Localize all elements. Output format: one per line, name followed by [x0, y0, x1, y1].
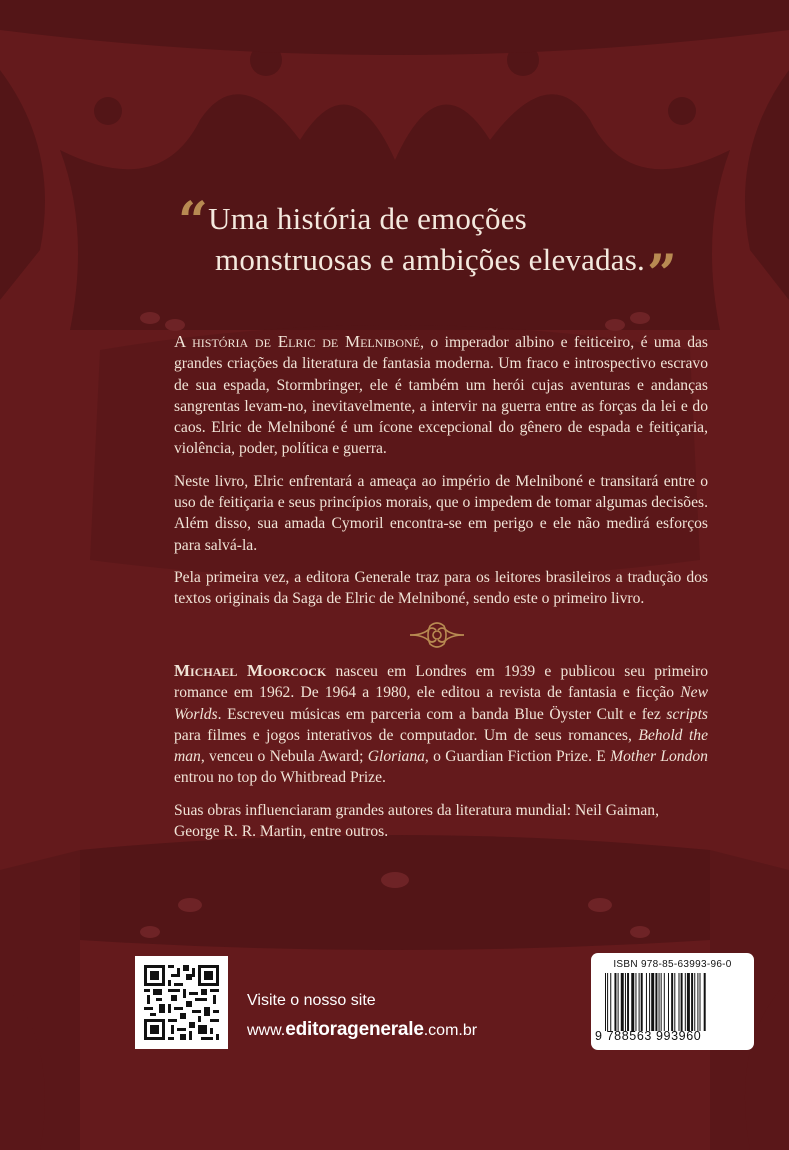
barcode-bar — [700, 973, 701, 1031]
barcode-bar — [685, 973, 686, 1031]
barcode-bar — [649, 973, 650, 1031]
close-quote-mark: ” — [646, 244, 678, 305]
barcode-bar — [639, 973, 640, 1031]
barcode-bar — [646, 973, 647, 1031]
synopsis-lead: A história de Elric de Melniboné — [174, 332, 421, 351]
barcode-bar — [704, 973, 706, 1031]
author-bio-text: . Escreveu músicas em parceria com a banda Blue Öyster Cult e fez — [217, 705, 667, 723]
barcode-bar — [621, 973, 624, 1031]
barcode-bar — [659, 973, 660, 1031]
author-bio — [174, 660, 708, 853]
work-title: New Worlds — [174, 684, 708, 723]
barcode-bar — [651, 973, 654, 1031]
publisher-url-link[interactable] — [247, 1019, 478, 1040]
author-bio-text: para filmes e jogos interativos de computador. Um de seus romances, — [174, 726, 639, 744]
qr-code-icon — [144, 965, 219, 1040]
isbn-barcode — [591, 953, 754, 1050]
barcode-bar — [614, 973, 616, 1031]
work-term: scripts — [666, 705, 708, 723]
author-name: Michael Moorcock — [174, 661, 327, 680]
barcode-bar — [618, 973, 619, 1031]
work-title: Behold the man — [174, 726, 708, 766]
barcode-bar — [664, 973, 665, 1031]
barcode-bar — [605, 973, 606, 1031]
url-suffix: .com.br — [423, 1022, 478, 1039]
barcode-bar — [691, 973, 693, 1031]
work-title: Mother London — [610, 748, 708, 766]
work-title: Gloriana — [367, 748, 425, 766]
barcode-bar — [694, 973, 695, 1031]
barcode-bar — [674, 973, 675, 1031]
barcode-bar — [610, 973, 611, 1031]
synopsis-p1-text: , o imperador albino e feiticeiro, é uma das grandes criações da literatura de fantasia moderna. Um fraco e introspectivo escravo de sua espada, Stormbringer, ele é também um herói cujas aventuras e andanças sangrentas levam-no, inevitavelmente, a intervir na guerra entre as forças da lei e do caos. Elric de Melniboné é um ícone excepcional do gênero de espada e feitiçaria, violência, poder, política e guerra. — [174, 334, 708, 458]
barcode-bar — [625, 973, 626, 1031]
open-quote-mark: “ — [178, 191, 209, 252]
quote-line-2: monstruosas e ambições elevadas. — [215, 242, 645, 277]
barcode-bar — [661, 973, 662, 1031]
barcode-bar — [635, 973, 636, 1031]
synopsis-paragraph-2: Neste livro, Elric enfrentará a ameaça ao império de Melniboné e transitará entre o uso de feitiçaria e seus princípios morais, que o impedem de tomar algumas decisões. Além disso, sua amada Cymoril encontra-se em perigo e ele não medirá esforços para salvá-la. — [174, 472, 708, 554]
author-bio-text: entrou no top do Whitbread Prize. — [174, 769, 386, 787]
visit-site-label: Visite o nosso site — [247, 992, 376, 1009]
author-bio-text: nasceu em Londres em 1939 e publicou seu primeiro romance em 1962. De 1964 a 1980, ele editou a revista de fantasia e ficção — [174, 663, 708, 702]
barcode-bar — [668, 973, 669, 1031]
barcode-bar — [641, 973, 643, 1031]
author-bio-text: , o Guardian Fiction Prize. E — [424, 748, 611, 766]
synopsis-paragraph-1 — [174, 331, 708, 460]
url-domain: editoragenerale — [285, 1019, 424, 1040]
author-paragraph — [174, 660, 708, 789]
pull-quote — [178, 191, 698, 305]
barcode-bar — [631, 973, 634, 1031]
barcode-bar — [655, 973, 657, 1031]
quote-line-1: Uma história de emoções — [208, 201, 527, 236]
isbn-text: ISBN 978-85-63993-96-0 — [613, 959, 732, 970]
barcode-bar — [687, 973, 690, 1031]
barcode-bar — [607, 973, 608, 1031]
barcode-bar — [681, 973, 683, 1031]
barcode-bar — [671, 973, 673, 1031]
influence-paragraph: Suas obras influenciaram grandes autores da literatura mundial: Neil Gaiman, George R. R. Martin, entre outros. — [174, 801, 659, 841]
author-bio-text: , venceu o Nebula Award; — [200, 748, 368, 766]
barcode-bar — [627, 973, 629, 1031]
synopsis-paragraph-3: Pela primeira vez, a editora Generale traz para os leitores brasileiros a tradução dos textos originais da Saga de Elric de Melniboné, sendo este o primeiro livro. — [174, 568, 708, 608]
synopsis — [174, 331, 708, 621]
ean-digits: 9 788563 993960 — [595, 1029, 702, 1043]
qr-code[interactable] — [135, 956, 228, 1049]
flourish-ornament-icon — [408, 620, 466, 650]
barcode-icon — [605, 973, 740, 1031]
barcode-bar — [679, 973, 680, 1031]
url-prefix: www. — [247, 1022, 286, 1039]
publisher-site — [247, 992, 477, 1041]
barcode-bar — [697, 973, 698, 1031]
